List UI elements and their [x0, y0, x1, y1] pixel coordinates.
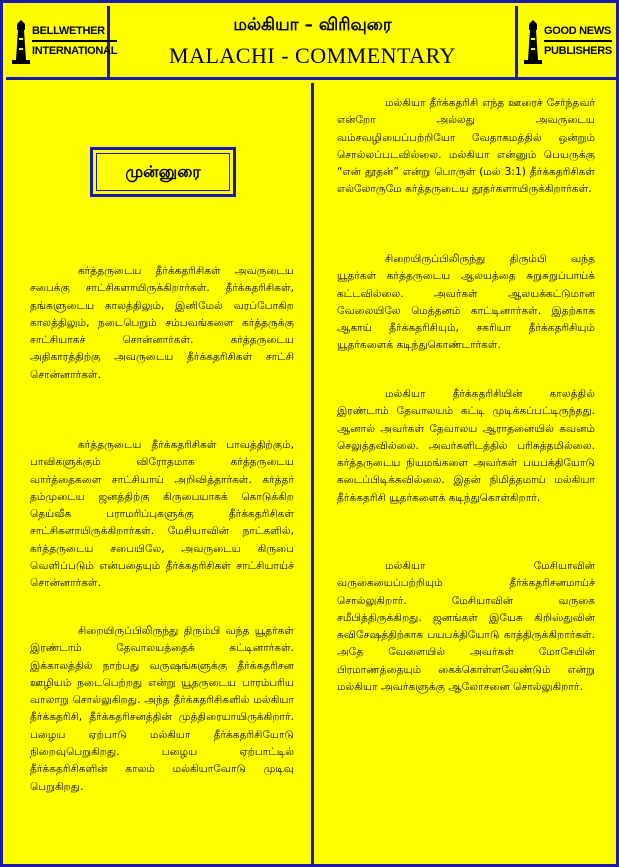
bellwether-logo: [6, 6, 118, 77]
section-heading: முன்னுரை: [96, 153, 230, 191]
good-news-line2: PUBLISHERS: [544, 45, 612, 57]
left-paragraph-1: கர்த்தருடைய தீர்க்கதரிசிகள் அவருடைய சபைக்கு சாட்சிகளாயிருக்கிறார்கள். தீர்க்கதரிசிகள், தங்களுடைய காலத்திலும், இனிமேல் வரப்போகிற காலத்திலும், நடைபெறும் சம்பவங்களை கர்த்தருக்கு சாட்சியாகச் சொன்னார்கள். கர்த்தருடைய அதிகாரத்திற்கு அவருடைய தீர்க்கதரிசிகள் சாட்சி சொன்னார்கள்.: [30, 265, 294, 381]
right-paragraph-3: மல்கியா தீர்க்கதரிசியின் காலத்தில் இரண்டாம் தேவாலயம் கட்டி முடிக்கப்பட்டிருந்தது. ஆனால் அவர்கள் தேவாலய ஆராதனையில் கவனம் செலுத்தவில்லை. அவர்களிடத்தில் பரிசுத்தமில்லை. கர்த்தருடைய நியமங்களை அவர்கள் பயபக்தியோடு கடைப்பிடிக்கவில்லை. இதன் நிமித்தமாய் மல்கியா தீர்க்கதரிசி யூதர்களைக் கடிந்துகொள்கிறார்.: [337, 388, 595, 504]
bellwether-line2: INTERNATIONAL: [32, 45, 118, 57]
good-news-line1: GOOD NEWS: [544, 24, 612, 42]
bellwether-logo-text: [32, 24, 117, 59]
lighthouse-icon: [12, 20, 30, 64]
right-paragraph-2: சிறையிருப்பிலிருந்து திரும்பி வந்த யூதர்கள் கர்த்தருடைய ஆலயத்தை சுறுசுறுப்பாய்க் கட்டவில்லை. அவர்கள் ஆலயக்கட்டுமான வேலையிலே மெத்தனம் காட்டினார்கள். இதற்காக ஆகாய் தீர்க்கதரிசியும், சகரியா தீர்க்கதரிசியும் யூதர்களைக் கடிந்துகொண்டார்கள்.: [337, 253, 595, 352]
good-news-logo: [515, 6, 619, 77]
section-heading-box: [90, 147, 236, 197]
page-header: [6, 6, 619, 80]
title-area: [113, 6, 512, 77]
left-column: [6, 83, 314, 867]
left-paragraph-2: கர்த்தருடைய தீர்க்கதரிசிகள் பாவத்திற்கும், பாவிகளுக்கும் விரோதமாக கர்த்தருடைய வார்த்தைகளை சாட்சியாய் அறிவித்தார்கள். கர்த்தர் தம்முடைய ஜனத்திற்கு கிருபையாகக் கொடுக்கிற தெய்வீக பராமரிப்புகளுக்கு தீர்க்கதரிசிகள் சாட்சிகளாயிருக்கிறார்கள். மேசியாவின் நாட்களில், கர்த்தருடைய சபையிலே, அவருடைய கிருபை வெளிப்படும் என்பதையும் தீர்க்கதரிசிகள் சாட்சியாய்ச் சொன்னார்கள்.: [30, 439, 294, 590]
title-english: MALACHI - COMMENTARY: [169, 43, 456, 68]
good-news-logo-text: [544, 24, 612, 59]
right-paragraph-1: மல்கியா தீர்க்கதரிசி எந்த ஊரைச் சேர்ந்தவர் என்றோ அல்லது அவருடைய வம்சவழியைப்பற்றியோ வேதாகமத்தில் ஒன்றும் சொல்லப்படவில்லை. மல்கியா என்னும் பெயருக்கு “என் தூதன்” என்று பொருள் (மல் 3:1) தீர்க்கதரிசிகள் எல்லோருமே கர்த்தருடைய தூதர்களாயிருக்கிறார்கள்.: [337, 97, 595, 196]
lighthouse-icon: [524, 20, 542, 64]
bellwether-line1: BELLWETHER: [32, 24, 117, 42]
right-paragraph-4: மல்கியா மேசியாவின் வருகையைப்பற்றியும் தீர்க்கதரிசனமாய்ச் சொல்லுகிறார். மேசியாவின் வருகை சமீபித்திருக்கிறது. ஜனங்கள் இயேசு கிறிஸ்துவின் சுவிசேஷத்திற்காக பயபக்தியோடு காத்திருக்கிறார்கள். அதே வேளையில் அவர்கள் மோசேயின் பிரமாணத்தையும் கைக்கொள்ளவேண்டும் என்று மல்கியா அவர்களுக்கு ஆலோசனை சொல்லுகிறார்.: [337, 560, 595, 694]
title-tamil: மல்கியா – விரிவுரை: [233, 15, 392, 35]
left-paragraph-3: சிறையிருப்பிலிருந்து திரும்பி வந்த யூதர்கள் இரண்டாம் தேவாலயத்தைக் கட்டினார்கள். இக்காலத்தில் நாற்பது வருஷங்களுக்கு தீர்க்கதரிசன ஊழியம் நடைபெற்றது என்று யூதருடைய பாரம்பரிய வாலாறு சொல்லுகிறது. அந்த தீர்க்கதரிசிகளில் மல்கியா தீர்க்கதரிசி, தீர்க்கதரிசனத்தின் முத்திரையாயிருக்கிறார். பழைய ஏற்பாடு மல்கியா தீர்க்கதரிசியோடு நிறைவுபெறுகிறது. பழைய ஏற்பாட்டில் தீர்க்கதரிசிகளின் காலம் மல்கியாவோடு முடிவு பெறுகிறது.: [30, 625, 294, 793]
right-column: [317, 83, 619, 867]
